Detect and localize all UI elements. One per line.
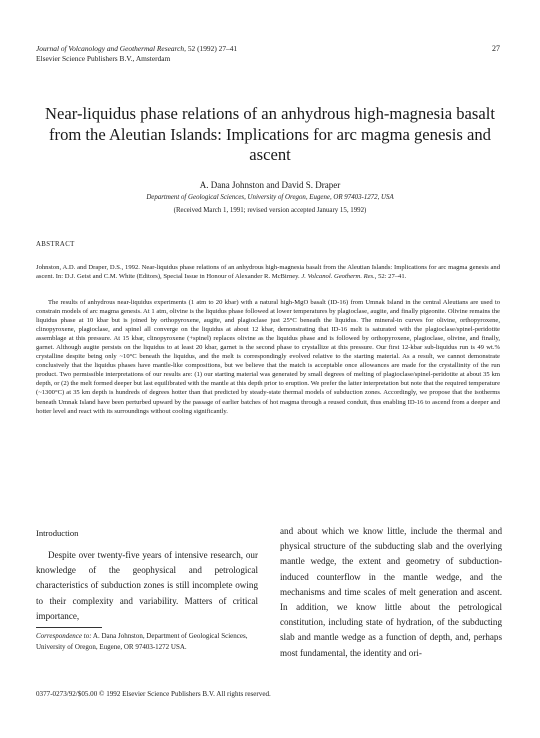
introduction-heading: Introduction xyxy=(36,528,79,538)
footnote-rule xyxy=(36,627,102,628)
copyright-line: 0377-0273/92/$05.00 © 1992 Elsevier Science Publishers B.V. All rights reserved. xyxy=(36,690,271,698)
affiliation: Department of Geological Sciences, University of Oregon, Eugene, OR 97403-1272, USA xyxy=(146,194,394,201)
received-dates: (Received March 1, 1991; revised version accepted January 15, 1992) xyxy=(173,207,367,214)
intro-right-column: and about which we know little, include the thermal and physical structure of the subducting slab and the overlying mantle wedge, the extent and geometry of subduction-induced counterflow in the mantle wedge, and the mechanisms and time scales of melt generation and ascent. In addition, we know little about the petrological constitution, including state of hydration, of the subducting slab and mantle wedge as a function of depth, and, perhaps most fundamental, the identity and ori- xyxy=(280,526,502,658)
publisher-line: Elsevier Science Publishers B.V., Amsterdam xyxy=(36,54,171,63)
journal-citation-line xyxy=(36,44,237,54)
journal-volume-pages: 52 (1992) 27–41 xyxy=(185,44,238,53)
correspondence-footnote xyxy=(36,631,258,652)
page-number: 27 xyxy=(492,44,500,53)
authors: A. Dana Johnston and David S. Draper xyxy=(199,180,341,190)
intro-left-column: Despite over twenty-five years of intensive research, our knowledge of the geophysical and petrological characteristics of subduction zones is still incomplete owing to their complexity and variability. Matters of critical importance, xyxy=(36,550,258,621)
footnote-text: A. Dana Johnston, Department of Geological Sciences, University of Oregon, Eugene, OR 97403-1272 USA. xyxy=(36,632,248,651)
footnote-label: Correspondence to: xyxy=(36,632,92,640)
abstract-body: The results of anhydrous near-liquidus experiments (1 atm to 20 kbar) with a natural high-MgO basalt (ID-16) from Umnak Island in the central Aleutians are used to constrain models of arc magma genesis. At 1 atm, olivine is the liquidus phase followed at lower temperatures by plagioclase, augite, and finally pigeonite. Olivine remains the liquidus phase at 10 kbar but is joined by orthopyroxene, augite, and plagioclase just 25°C beneath the liquidus. The mineral-in curves for olivine, orthopyroxene, clinopyroxene, plagioclase, and spinel all converge on the liquidus at about 12 kbar, demonstrating that ID-16 melt is saturated with the plagioclase/spinel-peridotite assemblage at this pressure. At 15 kbar, clinopyroxene (+spinel) replaces olivine as the liquidus phase and is followed by orthopyroxene, plagioclase, olivine, and finally, garnet. Although augite persists on the liquidus to at least 20 kbar, garnet is the second phase to crystallize at this pressure. Our first 12-kbar sub-liquidus run is 49 wt.% crystalline despite being only ~10°C beneath the liquidus, and the melt is correspondingly evolved relative to the starting material. As a result, we cannot demonstrate conclusively that the liquidus phases have mantle-like compositions, but we believe that the match is acceptable once allowances are made for the crystallinity of the run product. Two permissible interpretations of our results are: (1) our starting material was generated by small degrees of melting of plagioclase/spinel-peridotite at about 35 km depth, or (2) the melt formed deeper but last equilibrated with the mantle at this depth prior to eruption. We prefer the latter interpretation but note that the required temperature (~1300°C) at 35 km depth is hundreds of degrees hotter than that predicted by steady-state thermal models of subduction zones. Accordingly, we propose that the isotherms beneath Umnak Island have been perturbed upward by the passage of earlier batches of hot magma through a reused conduit, thus enabling ID-16 to ascend from a deeper and hotter level and react with its surroundings without cooling significantly. xyxy=(36,299,500,415)
journal-header xyxy=(36,44,237,64)
citation-journal: J. Volcanol. Geotherm. Res. xyxy=(301,273,375,281)
citation-pages: , 52: 27–41. xyxy=(374,273,407,281)
journal-name: Journal of Volcanology and Geothermal Research, xyxy=(36,44,186,53)
article-title: Near-liquidus phase relations of an anhydrous high-magnesia basalt from the Aleutian Islands: Implications for arc magma genesis and ascent xyxy=(45,104,495,164)
abstract-heading: ABSTRACT xyxy=(36,241,75,248)
article-citation xyxy=(36,263,500,281)
citation-text: Johnston, A.D. and Draper, D.S., 1992. Near-liquidus phase relations of an anhydrous high-magnesia basalt from the Aleutian Islands: Implications for arc magma genesis and ascent. In: D.J. Geist and C.M. White (Editors), Special Issue in Honour of Alexander R. McBirney. xyxy=(36,264,500,281)
